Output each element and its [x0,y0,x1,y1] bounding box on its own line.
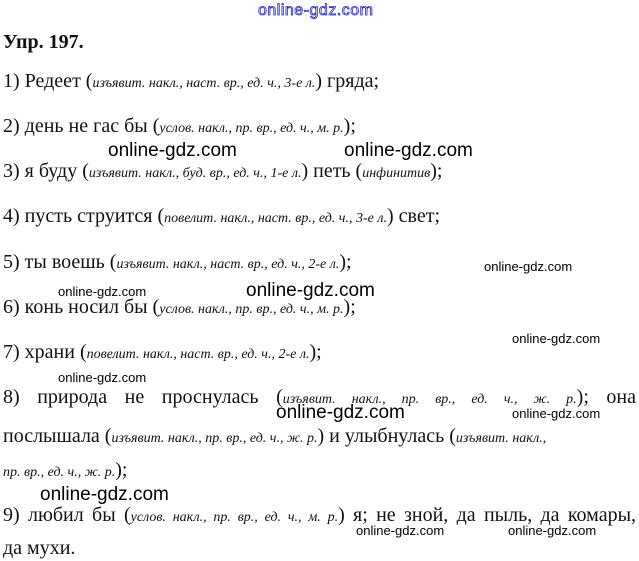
answer-line-8-continued [3,424,546,451]
grammar-note: изъявит. накл., наст. вр., ед. ч., 2-е л. [116,257,340,272]
watermark: online-gdz.com [276,402,405,423]
watermark: online-gdz.com [484,259,573,274]
line-text: 4) пусть струится ( [3,205,165,227]
grammar-note: повелит. накл., наст. вр., ед. ч., 3-е л. [164,211,387,226]
grammar-note: изъявит. накл., пр. вр., ед. ч., ж. р. [111,431,318,446]
watermark: online-gdz.com [356,523,445,538]
line-text: 1) Редеет ( [3,70,93,92]
exercise-title: Упр. 197. [3,31,84,53]
line-text: 6) конь носил бы ( [3,296,160,318]
watermark: online-gdz.com [58,370,147,385]
watermark: online-gdz.com [246,280,375,301]
line-text: 9) любил бы ( [3,504,131,526]
grammar-note: услов. накл., пр. вр., ед. ч., м. р. [159,121,344,136]
line-text: ) петь ( [301,160,363,182]
grammar-note: изъявит. накл., наст. вр., ед. ч., 3-е л. [92,76,316,91]
grammar-note: услов. накл., пр. вр., ед. ч., м. р. [130,510,339,525]
watermark: online-gdz.com [512,331,601,346]
line-text: да мухи. [3,537,76,559]
line-text: 3) я буду ( [3,160,89,182]
answer-line-2 [3,114,356,141]
grammar-note: повелит. накл., наст. вр., ед. ч., 2-е л. [86,347,310,362]
watermark: online-gdz.com [58,284,147,299]
grammar-note: изъявит. накл., буд. вр., ед. ч., 1-е л. [88,166,302,181]
line-text: ); [343,115,356,137]
grammar-note: услов. накл., пр. вр., ед. ч., м. р. [159,302,344,317]
watermark: online-gdz.com [108,140,237,161]
grammar-note: изъявит. накл., пр. вр., ед. ч., ж. р. [282,392,577,407]
line-text: ); [343,296,356,318]
watermark: online-gdz.com [344,140,473,161]
grammar-note: инфинитив [362,166,431,181]
answer-line-7 [3,340,322,367]
line-text: ) гряда; [315,70,380,92]
answer-line-4 [3,204,440,231]
line-text: ) свет; [386,205,441,227]
line-text: ); она [576,386,637,408]
line-text: ); [430,160,443,182]
grammar-note: пр. вр., ед. ч., ж. р. [3,465,116,480]
watermark-top: online-gdz.com [258,2,374,19]
line-text: 2) день не гас бы ( [3,115,160,137]
line-text: ) я; не зной, да пыль, да комары, [338,504,637,526]
answer-line-5 [3,250,352,277]
line-text: 7) храни ( [3,341,87,363]
answer-line-1 [3,69,379,96]
line-text: ); [309,341,322,363]
line-text: ) и улыбнулась ( [317,425,456,447]
line-text: 5) ты воешь ( [3,251,117,273]
line-text: ); [115,459,128,481]
watermark: online-gdz.com [508,523,597,538]
line-text: послышала ( [3,425,112,447]
grammar-note: изъявит. накл., [455,431,547,446]
answer-line-9-continued [3,536,75,560]
line-text: 8) природа не проснулась ( [3,386,283,408]
watermark: online-gdz.com [40,484,169,505]
answer-line-8-end [3,458,127,485]
watermark: online-gdz.com [512,406,601,421]
line-text: ); [339,251,352,273]
answer-line-3 [3,159,442,186]
